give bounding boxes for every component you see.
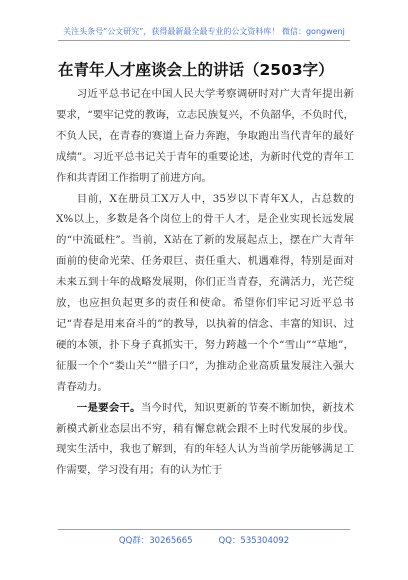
paragraph-3 xyxy=(56,398,354,482)
paragraph-1: 习近平总书记在中国人民大学考察调研时对广大青年提出新要求，“要牢记党的教诲，立志民族复兴，不负韶华，不负时代，不负人民，在青春的赛道上奋力奔跑，争取跑出当代青年的最好成绩”。习近平总书记关于青年的重要论述，为新时代党的青年工作和共青团工作指明了前进方向。 xyxy=(56,88,354,184)
paragraph-3-lead: 一是要会干。 xyxy=(76,401,141,414)
footer-contact xyxy=(0,534,408,546)
footer-qq-group: QQ群：30265665 xyxy=(118,536,193,546)
document-body xyxy=(56,84,354,481)
footer-divider xyxy=(58,529,350,530)
header-note: 关注头条号“公文研究”，获得最新最全最专业的公文资料库！ 微信：gongwenj xyxy=(63,27,345,36)
footer-qq: QQ：535304092 xyxy=(218,536,290,546)
paragraph-2: 目前，X在册员工X万人中，35岁以下青年X人，占总数的X%以上，多数是各个岗位上的骨干人才，是企业实现长远发展的“中流砥柱”。当前，X站在了新的发展起点上，摆在广大青年面前的使命光荣、任务艰巨、责任重大、机遇难得，特别是面对未来五到十年的战略发展期，你们正当青春，充满活力，光芒绽放，也应担负起更多的责任和使命。希望你们牢记习近平总书记“青春是用来奋斗的”的教导，以执着的信念、丰富的知识、过硬的本领，扑下身子真抓实干，努力跨越一个个“雪山”“草地”，征服一个个“娄山关”“腊子口”，为推动企业高质量发展注入强大青春动力。 xyxy=(56,192,354,393)
page-title: 在青年人才座谈会上的讲话（2503字） xyxy=(58,61,334,79)
paragraph-3-text: 当今时代，知识更新的节奏不断加快，新技术新模式新业态层出不穷，稍有懈怠就会跟不上时代发展的步伐。现实生活中，我也了解到，有的年轻人认为当前学历能够满足工作需要，学习没有用；有的认为忙于 xyxy=(56,401,355,477)
header-divider xyxy=(58,40,350,41)
